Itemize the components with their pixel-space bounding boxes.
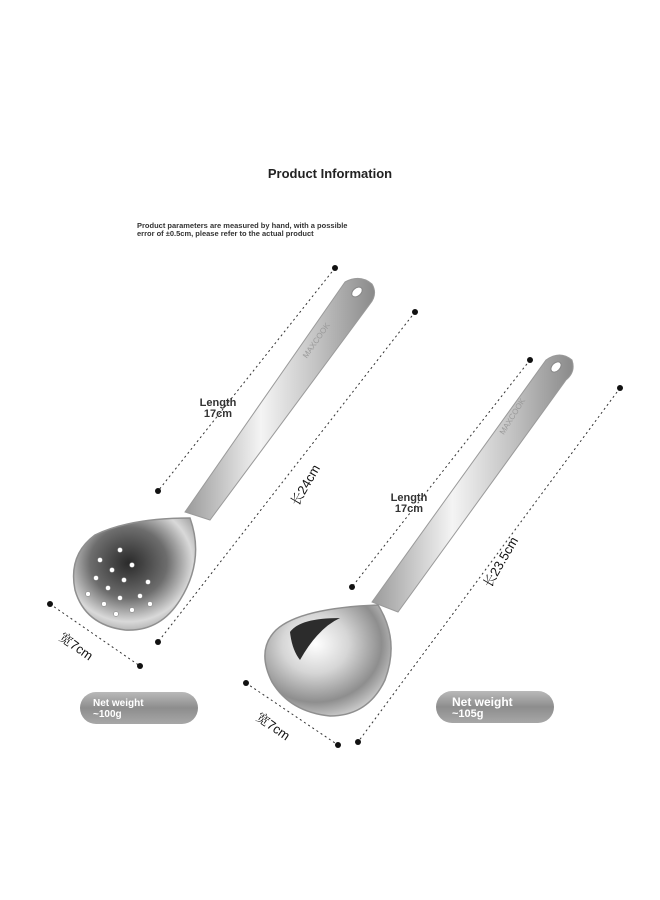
right-brand-mark: MAXCOOK — [497, 396, 528, 437]
left-brand-mark: MAXCOOK — [301, 321, 332, 360]
left-length-label — [190, 398, 246, 420]
left-weight-badge — [80, 692, 198, 724]
right-weight-label: Net weight — [452, 695, 513, 709]
note-line-2: error of ±0.5cm, please refer to the actual product — [137, 229, 314, 238]
right-length-title: Length — [390, 492, 428, 504]
note-line-1: Product parameters are measured by hand, with a possible — [137, 221, 348, 230]
left-total-length: 长24cm — [287, 461, 323, 509]
left-length-value: 17cm — [203, 408, 233, 420]
right-total-length: 长23.5cm — [480, 534, 522, 590]
left-length-title: Length — [199, 397, 237, 409]
left-width: 宽7cm — [56, 629, 96, 664]
right-weight-badge — [436, 691, 554, 723]
left-weight-label: Net weight — [93, 698, 144, 709]
page-title: Product Information — [267, 166, 393, 181]
right-length-value: 17cm — [394, 503, 424, 515]
left-weight-value: ~100g — [93, 709, 122, 720]
right-weight-value: ~105g — [452, 708, 484, 720]
right-length-label — [381, 493, 437, 515]
slotted-ladle-icon — [74, 278, 375, 630]
soup-ladle-icon — [265, 355, 573, 716]
right-width: 宽7cm — [253, 709, 293, 744]
